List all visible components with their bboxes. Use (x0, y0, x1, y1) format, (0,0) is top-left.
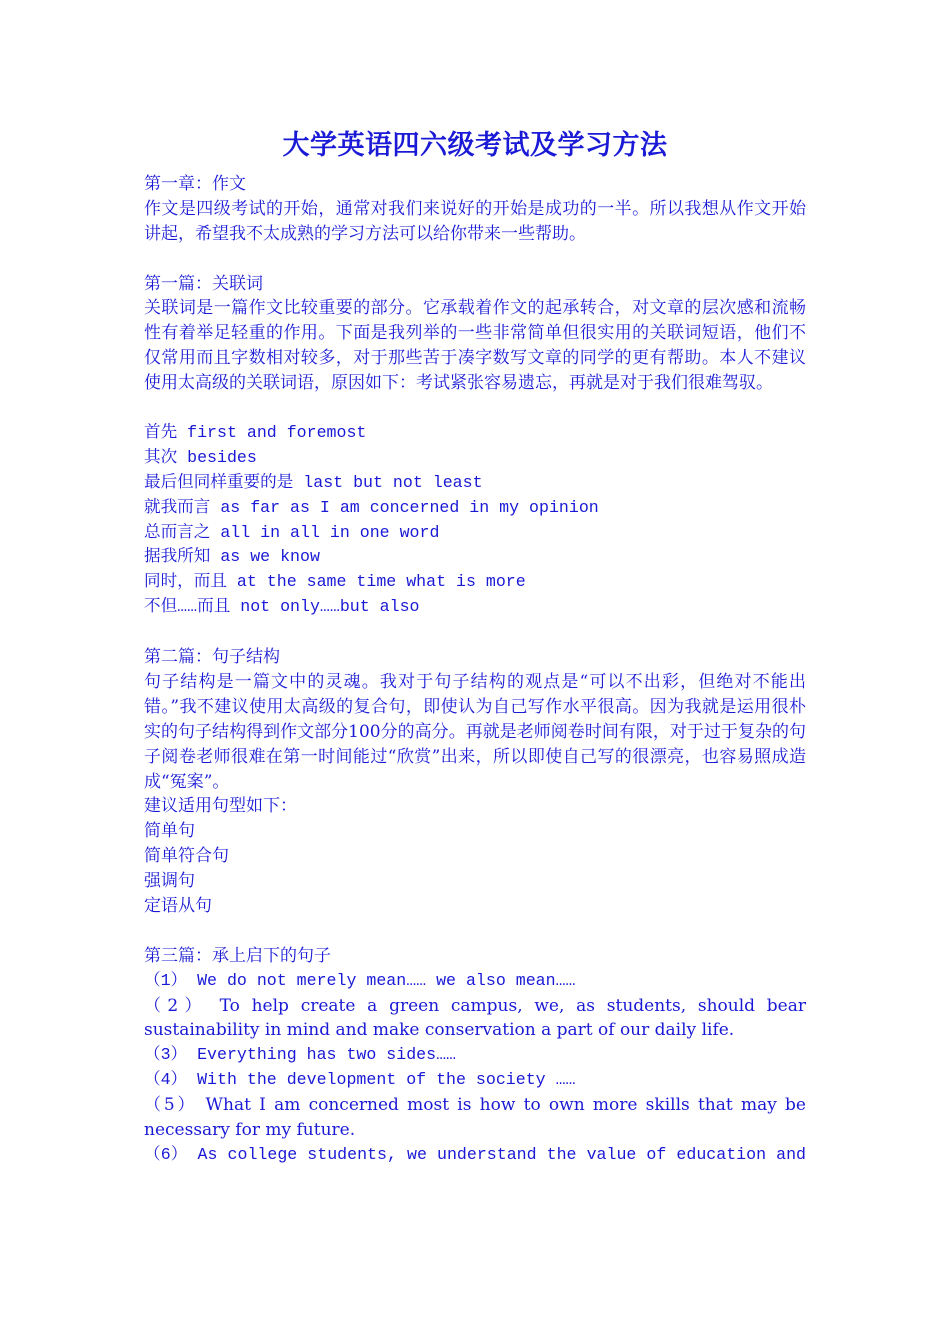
chapter-intro: 作文是四级考试的开始，通常对我们来说好的开始是成功的一半。所以我想从作文开始讲起，希望我不太成熟的学习方法可以给你带来一些帮助。 (144, 198, 806, 244)
suggestion-label: 建议适用句型如下： (144, 796, 297, 817)
section-heading: 第一篇：关联词 (144, 273, 263, 294)
chapter-heading: 第一章：作文 (144, 174, 246, 194)
sentence-type: 强调句 (144, 871, 195, 892)
transition-sentence: （3） Everything has two sides…… (144, 1045, 457, 1065)
document-page (144, 128, 806, 1168)
sentence-type: 定语从句 (144, 896, 212, 916)
phrase-item: 首先 first and foremost (144, 423, 367, 442)
phrase-item: 最后但同样重要的是 last but not least (144, 472, 483, 492)
transition-sentence: （4） With the development of the society …… (144, 1070, 576, 1090)
transition-sentence: （6） As college students, we understand the value of education and (144, 1144, 806, 1164)
document-title: 大学英语四六级考试及学习方法 (282, 130, 668, 161)
sentence-type: 简单句 (144, 821, 195, 842)
phrase-item: 不但……而且 not only……but also (144, 597, 420, 617)
section-body: 句子结构是一篇文中的灵魂。我对于句子结构的观点是“可以不出彩，但绝对不能出错。”我不建议使用太高级的复合句，即使认为自己写作水平很高。因为我就是运用很朴实的句子结构得到作文部分100分的高分。再就是老师阅卷时间有限，对于过于复杂的句子阅卷老师很难在第一时间能过“欣赏”出来，所以即使自己写的很漂亮，也容易照成造成“冤案”。 (144, 671, 806, 792)
section-body: 关联词是一篇作文比较重要的部分。它承载着作文的起承转合，对文章的层次感和流畅性有着举足轻重的作用。下面是我列举的一些非常简单但很实用的关联词短语，他们不仅常用而且字数相对较多，对于那些苦于凑字数写文章的同学的更有帮助。本人不建议使用太高级的关联词语，原因如下：考试紧张容易遗忘，再就是对于我们很难驾驭。 (144, 298, 806, 394)
spacer (144, 247, 806, 272)
transition-sentence: （5） What I am concerned most is how to own more skills that may be necessary for my future. (144, 1095, 806, 1141)
phrase-item: 其次 besides (144, 447, 257, 467)
sentence-type: 简单符合句 (144, 846, 229, 867)
spacer (144, 620, 806, 645)
transition-sentence: （1） We do not merely mean…… we also mean…… (144, 970, 576, 990)
spacer (144, 396, 806, 421)
phrase-item: 就我而言 as far as I am concerned in my opinion (144, 497, 599, 517)
phrase-item: 据我所知 as we know (144, 547, 320, 567)
section-heading: 第二篇：句子结构 (144, 647, 280, 668)
spacer (144, 919, 806, 944)
phrase-item: 总而言之 all in all in one word (144, 522, 440, 542)
section-heading: 第三篇：承上启下的句子 (144, 945, 331, 966)
phrase-item: 同时，而且 at the same time what is more (144, 572, 526, 592)
transition-sentence: （2） To help create a green campus, we, as students, should bear sustainability in mind and make conservation a part of our daily life. (144, 995, 806, 1041)
